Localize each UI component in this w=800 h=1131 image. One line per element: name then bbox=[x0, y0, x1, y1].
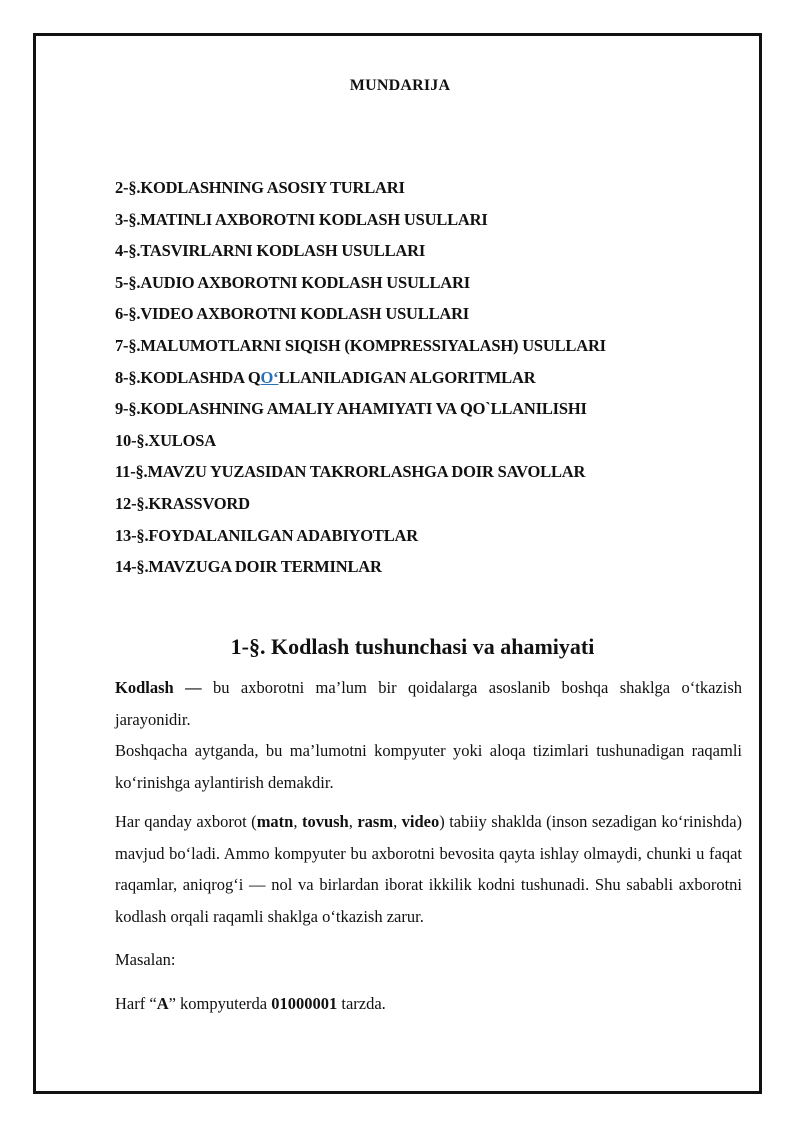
table-of-contents bbox=[115, 176, 745, 587]
text: tarzda. bbox=[337, 993, 386, 1013]
bold-word: matn bbox=[256, 812, 294, 831]
text: , bbox=[393, 812, 402, 831]
example-paragraph bbox=[115, 988, 742, 1020]
text: Harf “ bbox=[115, 993, 157, 1013]
toc-item[interactable]: 10-§.XULOSA bbox=[115, 430, 216, 450]
binary-code: 01000001 bbox=[271, 993, 338, 1013]
highlighted-text: O‘ bbox=[260, 367, 279, 387]
toc-item[interactable]: 2-§.KODLASHNING ASOSIY TURLARI bbox=[115, 178, 405, 197]
toc-item[interactable]: 9-§.KODLASHNING AMALIY AHAMIYATI VA QO`LLANILISHI bbox=[115, 399, 587, 419]
text: ) tabiiy shaklda (inson sezadigan ko‘rinishda) mavjud bo‘ladi. Ammo kompyuter bu axborotni bevosita qayta ishlay olmaydi, chunki u faqat raqamlar, aniqrog‘i — nol va birlardan iborat ikkilik kodni tushunadi. Shu sababli axborotni kodlash orqali raqamli shaklga o‘tkazish zarur. bbox=[115, 812, 743, 926]
bold-word: rasm bbox=[357, 812, 394, 831]
text: , bbox=[293, 812, 302, 831]
definition-text: bu axborotni ma’lum bir qoidalarga asoslanib boshqa shaklga o‘tkazish jarayonidir. bbox=[115, 678, 742, 729]
toc-item-text: LLANILADIGAN ALGORITMLAR bbox=[278, 367, 536, 387]
definition-paragraph bbox=[115, 672, 742, 735]
paragraph: Boshqacha aytganda, bu ma’lumotni kompyuter yoki aloqa tizimlari tushunadigan raqamli ko‘rinishga aylantirish demakdir. bbox=[115, 741, 742, 792]
term: Kodlash — bbox=[115, 678, 202, 697]
toc-item[interactable]: 11-§.MAVZU YUZASIDAN TAKRORLASHGA DOIR SAVOLLAR bbox=[115, 462, 586, 482]
text: , bbox=[348, 812, 358, 831]
paragraph bbox=[115, 806, 742, 932]
text: Har qanday axborot ( bbox=[115, 812, 257, 831]
toc-item[interactable]: 6-§.VIDEO AXBOROTNI KODLASH USULLARI bbox=[115, 304, 470, 324]
toc-item[interactable]: 14-§.MAVZUGA DOIR TERMINLAR bbox=[115, 557, 382, 577]
toc-item[interactable]: 12-§.KRASSVORD bbox=[115, 493, 250, 513]
section-body bbox=[115, 672, 742, 1019]
paragraph: Masalan: bbox=[115, 950, 176, 969]
section-heading: 1-§. Kodlash tushunchasi va ahamiyati bbox=[230, 634, 595, 659]
toc-item[interactable]: 13-§.FOYDALANILGAN ADABIYOTLAR bbox=[115, 525, 418, 545]
text: ” kompyuterda bbox=[168, 993, 272, 1013]
toc-title: MUNDARIJA bbox=[349, 77, 451, 94]
bold-letter: A bbox=[156, 993, 169, 1013]
toc-item[interactable]: 3-§.MATINLI AXBOROTNI KODLASH USULLARI bbox=[115, 209, 488, 229]
toc-item-algorithms[interactable] bbox=[115, 366, 745, 398]
toc-item[interactable]: 7-§.MALUMOTLARNI SIQISH (KOMPRESSIYALASH) USULLARI bbox=[115, 335, 606, 355]
bold-word: video bbox=[401, 812, 440, 831]
toc-item[interactable]: 4-§.TASVIRLARNI KODLASH USULLARI bbox=[115, 241, 426, 261]
toc-item-text: 8-§.KODLASHDA Q bbox=[115, 367, 261, 387]
toc-item[interactable]: 5-§.AUDIO AXBOROTNI KODLASH USULLARI bbox=[115, 272, 470, 292]
bold-word: tovush bbox=[301, 812, 349, 831]
